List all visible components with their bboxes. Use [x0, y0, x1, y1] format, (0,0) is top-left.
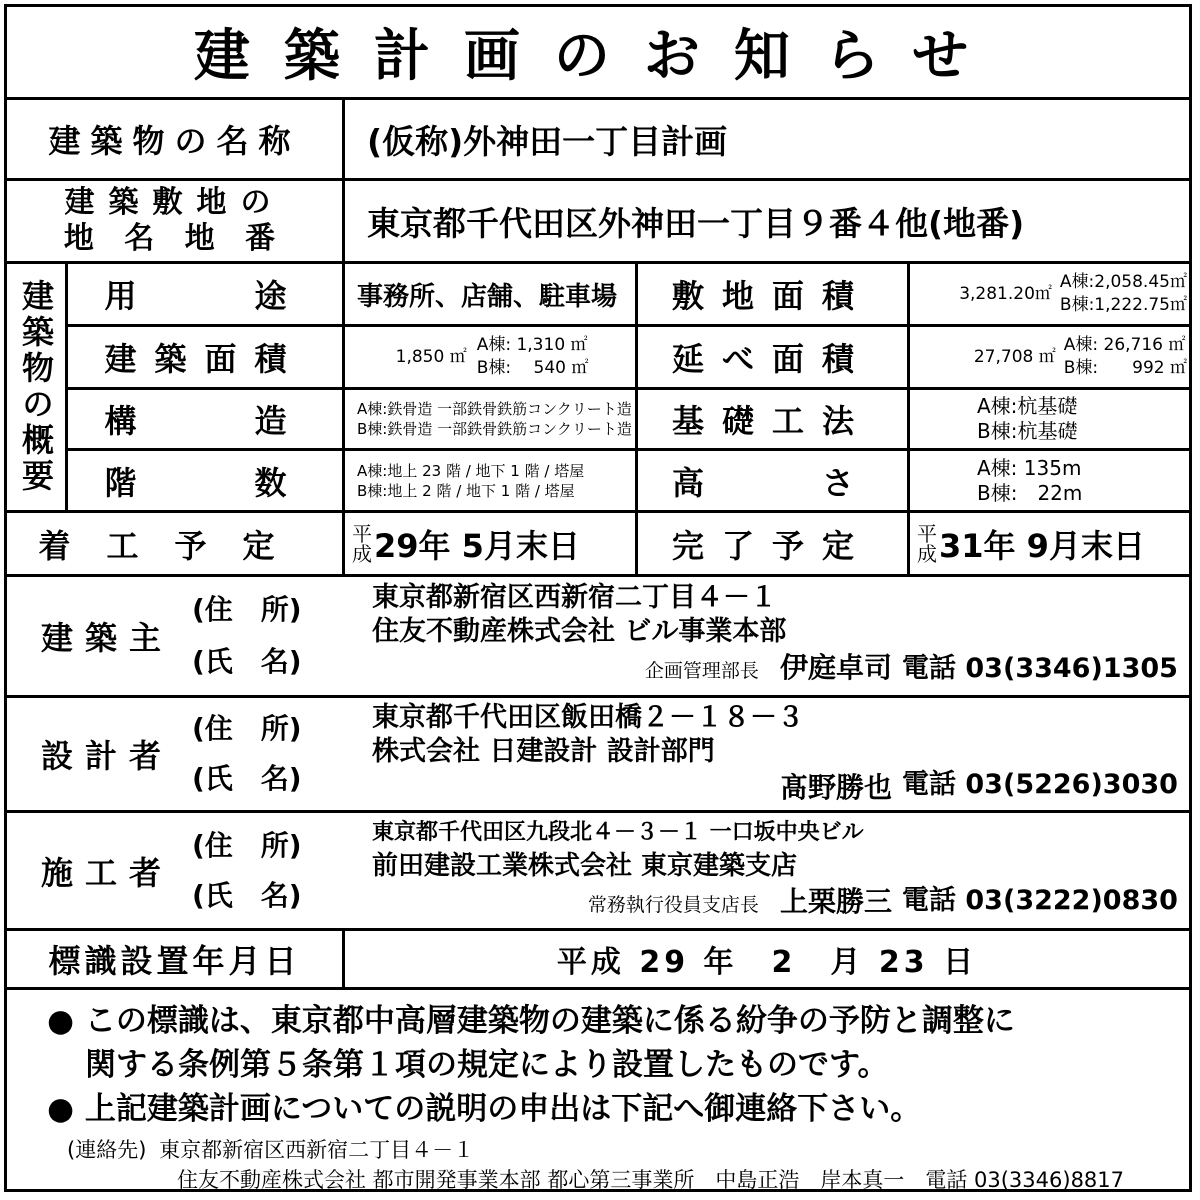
site-area-b: B棟:1,222.75㎡: [1059, 295, 1187, 315]
height-b: B棟: 22m: [977, 480, 1083, 505]
contractor-address: 東京都千代田区九段北４－３－１ 一口坂中央ビル: [372, 819, 864, 845]
end-date: 31年 9月末日: [939, 526, 1145, 565]
designer-field-labels: (住 所) (氏 名): [192, 712, 302, 795]
end-label: 完了予定: [671, 526, 872, 565]
start-date: 29年 5月末日: [374, 526, 580, 565]
divider: [907, 264, 910, 574]
structure-b: B棟:鉄骨造 一部鉄骨鉄筋コンクリート造: [357, 420, 632, 438]
site-label: [7, 181, 342, 261]
floor-area-b: B棟: 992 ㎡: [1063, 358, 1187, 378]
floor-area-label: 延べ面積: [671, 340, 872, 378]
building-area-total: 1,850 ㎡: [395, 346, 467, 367]
designer-label: 設計者: [40, 737, 173, 775]
floor-area-total: 27,708 ㎡: [973, 346, 1056, 367]
era-mark: 平 成: [917, 521, 937, 566]
contact: [67, 1135, 1187, 1195]
designer-address: 東京都千代田区飯田橋２－１８－３: [372, 702, 804, 733]
designer-person: 髙野勝也: [779, 771, 892, 804]
use-value: 事務所、店舗、駐車場: [357, 281, 618, 312]
building-area-value: [352, 327, 632, 387]
floors-label: 階 数: [104, 463, 305, 502]
structure-a: A棟:鉄骨造 一部鉄骨鉄筋コンクリート造: [357, 400, 632, 418]
height-label: 高 さ: [671, 463, 872, 502]
foundation-a: A棟:杭基礎: [977, 394, 1078, 418]
owner-person-line: 企画管理部長 伊庭卓司: [644, 651, 892, 684]
floors-value: [357, 451, 632, 510]
posted-label: 標識設置年月日: [48, 942, 301, 980]
height-a: A棟: 135m: [977, 455, 1082, 480]
site-area-label: 敷地面積: [671, 277, 872, 315]
contact-line-2: 住友不動産株式会社 都市開発事業本部 都心第三事業所 中島正浩 岸本真一 電話 03(3346)8817: [177, 1168, 1125, 1192]
divider: [7, 987, 1189, 990]
notice-line-2: 関する条例第５条第１項の規定により設置したものです。: [85, 1047, 889, 1083]
contractor-person: 上栗勝三: [779, 884, 892, 918]
site-area-total: 3,281.20㎡: [959, 283, 1052, 304]
foundation-b: B棟:杭基礎: [977, 419, 1078, 443]
designer-phone: 電話 03(5226)3030: [902, 768, 1178, 800]
end-value: [917, 513, 1192, 574]
notice-line-3: ● 上記建築計画についての説明の申出は下記へ御連絡下さい。: [47, 1091, 922, 1127]
foundation-label: 基礎工法: [671, 402, 872, 440]
building-area-a: A棟: 1,310 ㎡: [476, 335, 588, 355]
contact-line-1: (連絡先) 東京都新宿区西新宿二丁目４－１: [67, 1138, 475, 1162]
floor-area-a: A棟: 26,716 ㎡: [1063, 335, 1186, 355]
owner-phone: 電話 03(3346)1305: [902, 652, 1178, 684]
divider: [342, 931, 345, 987]
contractor-field-labels: (住 所) (氏 名): [192, 828, 302, 912]
floors-a: A棟:地上 23 階 / 地下 1 階 / 塔屋: [357, 461, 585, 480]
contractor-info: [372, 813, 892, 928]
building-area-b: B棟: 540 ㎡: [476, 358, 589, 378]
owner-info: [372, 577, 892, 695]
structure-label: 構 造: [104, 402, 305, 440]
overview-side-label: 建築物の概要: [17, 279, 55, 495]
contractor-company: 前田建設工業株式会社 東京建築支店: [372, 850, 798, 881]
notices: [47, 999, 1167, 1131]
structure-value: [357, 390, 632, 448]
era-mark: 平 成: [352, 521, 372, 566]
site-area-a: A棟:2,058.45㎡: [1059, 272, 1187, 292]
contractor-person-line: 常務執行役員支店長 上栗勝三: [587, 884, 892, 918]
designer-info: [372, 698, 892, 810]
sign-title: 建築計画のお知らせ: [193, 24, 1003, 89]
building-area-label: 建築面積: [104, 340, 305, 378]
site-label-line2: 地 名 地 番: [63, 221, 286, 256]
use-label: 用 途: [104, 277, 305, 315]
floors-b: B棟:地上 2 階 / 地下 1 階 / 塔屋: [357, 481, 575, 500]
owner-address: 東京都新宿区西新宿二丁目４－１: [372, 582, 777, 613]
contractor-phone: 電話 03(3222)0830: [902, 884, 1178, 916]
divider: [342, 513, 345, 574]
owner-company: 住友不動産株式会社 ビル事業本部: [372, 616, 787, 647]
contractor-label: 施工者: [40, 853, 173, 892]
height-value: [977, 451, 1177, 510]
building-name-value: (仮称)外神田一丁目計画: [367, 121, 728, 161]
owner-field-labels: (住 所) (氏 名): [192, 593, 302, 678]
site-area-value: [912, 264, 1187, 324]
posted-value: 平成 29 年 2 月 23 日: [556, 945, 978, 980]
site-value: 東京都千代田区外神田一丁目９番４他(地番): [367, 203, 1025, 243]
foundation-value: [977, 390, 1177, 448]
owner-label: 建築主: [40, 619, 173, 657]
start-value: [352, 513, 632, 574]
start-label: 着工予定: [38, 526, 311, 565]
notice-line-1: ● この標識は、東京都中高層建築物の建築に係る紛争の予防と調整に: [47, 1003, 1015, 1039]
building-name-label: 建築物の名称: [48, 122, 301, 160]
site-label-line1: 建築敷地の: [64, 185, 285, 220]
floor-area-value: [912, 327, 1187, 387]
building-plan-notice-sign: [4, 4, 1192, 1192]
owner-person: 伊庭卓司: [779, 651, 892, 684]
designer-company: 株式会社 日建設計 設計部門: [372, 736, 715, 767]
